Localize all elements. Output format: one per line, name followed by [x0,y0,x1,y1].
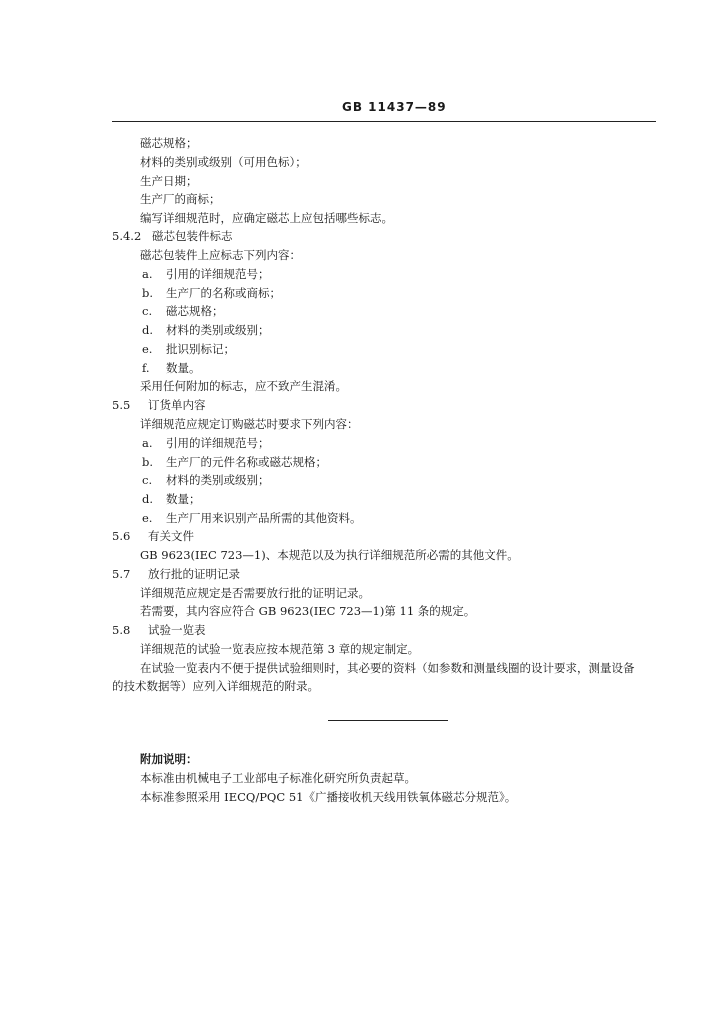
item-label: e. [142,342,153,356]
header-rule [112,121,656,122]
marking-line: 生产厂的商标； [140,192,221,206]
section-title: 放行批的证明记录 [148,567,240,581]
section-intro: 详细规范应规定订购磁芯时要求下列内容： [140,417,359,431]
item-label: a. [142,267,153,281]
item-text: 生产厂用来识别产品所需的其他资料。 [166,511,362,525]
section-intro: 磁芯包装件上应标志下列内容： [140,248,301,262]
section-title: 订货单内容 [148,398,206,412]
item-label: e. [142,511,153,525]
item-label: c. [142,304,153,318]
item-text: 数量。 [166,361,201,375]
section-text: GB 9623(IEC 723—1)、本规范以及为执行详细规范所必需的其他文件。 [140,548,519,562]
item-label: f. [142,361,150,375]
item-label: a. [142,436,153,450]
marking-line: 编写详细规范时，应确定磁芯上应包括哪些标志。 [140,211,393,225]
item-text: 引用的详细规范号； [166,267,270,281]
section-text: 的技术数据等）应列入详细规范的附录。 [112,679,319,693]
item-label: d. [142,323,154,337]
section-title: 试验一览表 [148,623,206,637]
marking-line: 材料的类别或级别（可用色标）； [140,155,307,169]
section-number: 5.5 [112,398,131,412]
section-number: 5.4.2 [112,229,142,243]
marking-line: 生产日期； [140,174,198,188]
item-text: 生产厂的名称或商标； [166,286,281,300]
section-title: 磁芯包装件标志 [152,229,233,243]
item-text: 材料的类别或级别； [166,473,270,487]
item-text: 引用的详细规范号； [166,436,270,450]
section-text: 详细规范应规定是否需要放行批的证明记录。 [140,586,370,600]
end-rule [328,720,448,721]
item-text: 生产厂的元件名称或磁芯规格； [166,455,327,469]
item-label: b. [142,455,154,469]
item-text: 材料的类别或级别； [166,323,270,337]
section-number: 5.8 [112,623,131,637]
document-number: GB 11437—89 [342,100,447,114]
notes-line: 本标准参照采用 IECQ/PQC 51《广播接收机天线用铁氧体磁芯分规范》。 [140,790,517,804]
item-label: d. [142,492,154,506]
section-title: 有关文件 [148,529,194,543]
notes-title: 附加说明： [140,752,198,766]
section-text: 详细规范的试验一览表应按本规范第 3 章的规定制定。 [140,642,420,656]
section-text: 若需要，其内容应符合 GB 9623(IEC 723—1)第 11 条的规定。 [140,604,476,618]
notes-line: 本标准由机械电子工业部电子标准化研究所负责起草。 [140,771,416,785]
item-text: 数量； [166,492,201,506]
item-label: c. [142,473,153,487]
item-text: 批识别标记； [166,342,235,356]
section-text: 在试验一览表内不便于提供试验细则时，其必要的资料（如参数和测量线圈的设计要求，测量设备 [140,661,635,675]
section-number: 5.6 [112,529,131,543]
section-note: 采用任何附加的标志，应不致产生混淆。 [140,379,347,393]
item-label: b. [142,286,154,300]
section-number: 5.7 [112,567,131,581]
item-text: 磁芯规格； [166,304,224,318]
marking-line: 磁芯规格； [140,136,198,150]
